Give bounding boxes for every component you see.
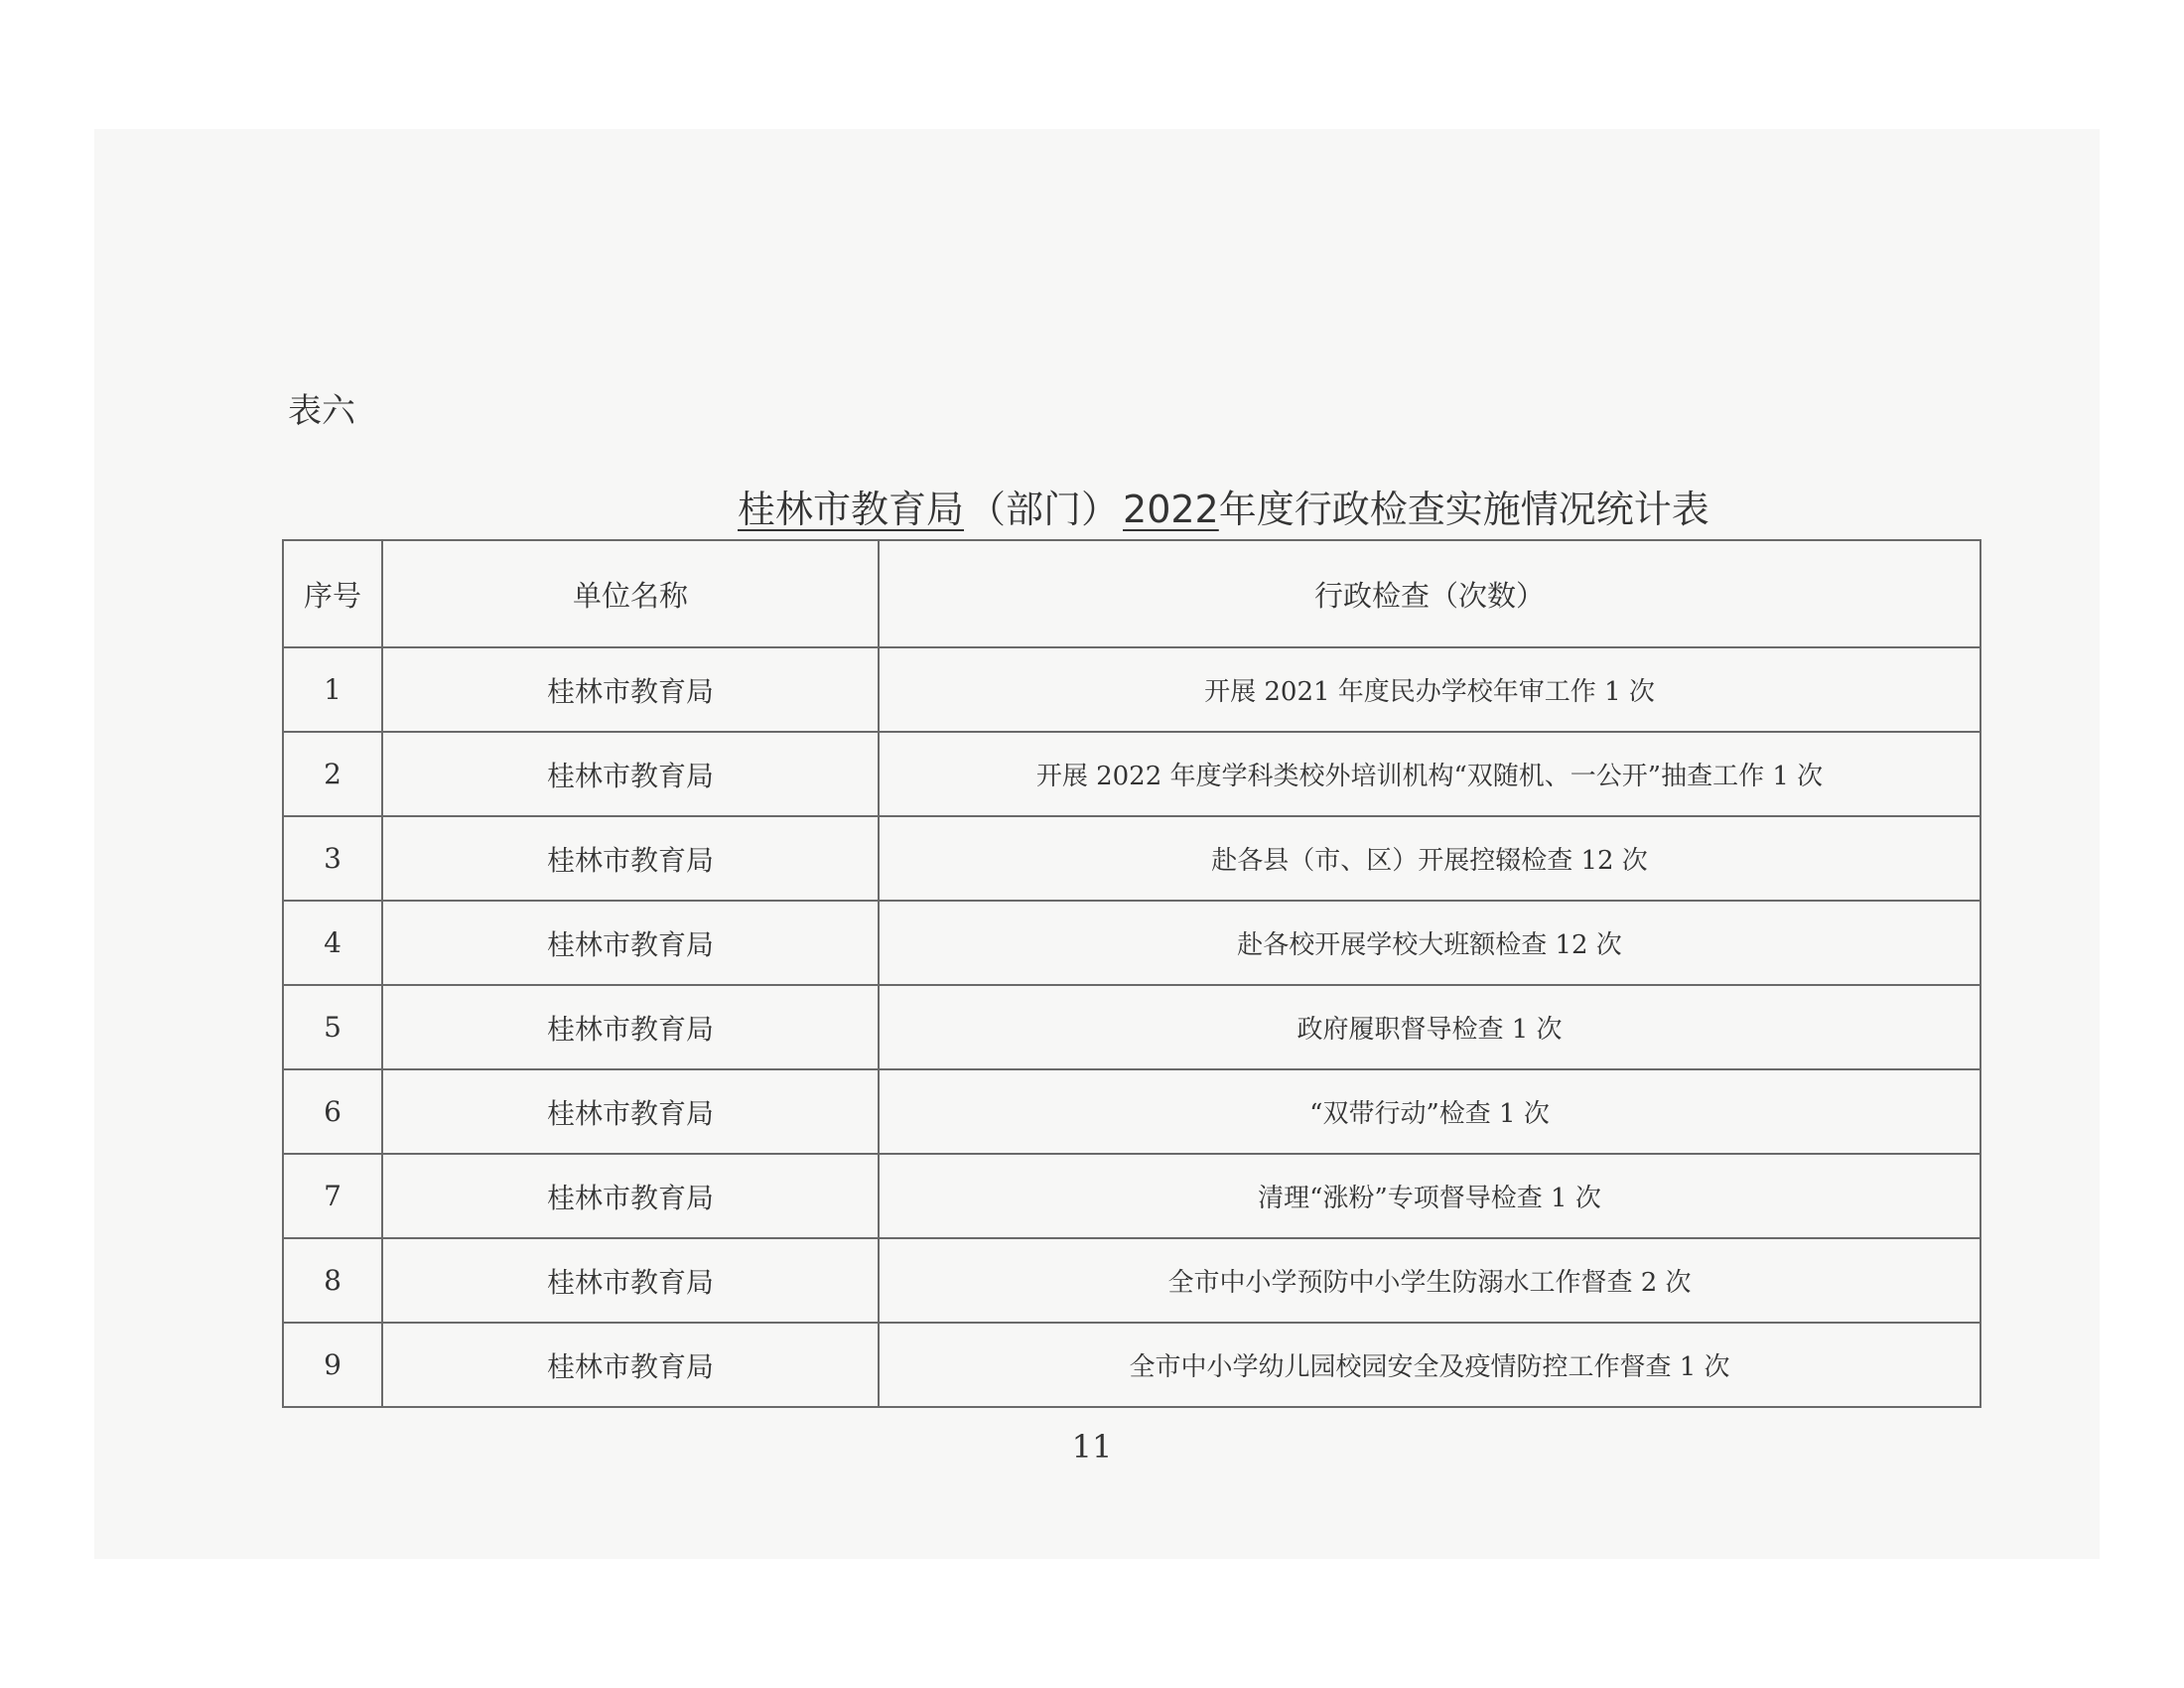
row-unit-name: 桂林市教育局 bbox=[382, 901, 879, 985]
table-row bbox=[283, 647, 1980, 732]
title-year: 2022 bbox=[1123, 488, 1219, 531]
table-row bbox=[283, 1323, 1980, 1407]
row-inspection: 赴各校开展学校大班额检查 12 次 bbox=[879, 901, 1980, 985]
row-index: 6 bbox=[283, 1069, 382, 1154]
header-index: 序号 bbox=[283, 540, 382, 647]
document-title bbox=[738, 479, 1709, 533]
title-rest: 年度行政检查实施情况统计表 bbox=[1218, 488, 1709, 531]
row-unit-name: 桂林市教育局 bbox=[382, 1069, 879, 1154]
row-inspection: 全市中小学幼儿园校园安全及疫情防控工作督查 1 次 bbox=[879, 1323, 1980, 1407]
row-index: 3 bbox=[283, 816, 382, 901]
table-row bbox=[283, 1154, 1980, 1238]
row-unit-name: 桂林市教育局 bbox=[382, 1323, 879, 1407]
table-row bbox=[283, 1069, 1980, 1154]
row-unit-name: 桂林市教育局 bbox=[382, 816, 879, 901]
row-inspection: “双带行动”检查 1 次 bbox=[879, 1069, 1980, 1154]
title-unit: 桂林市教育局 bbox=[738, 488, 965, 531]
table-row bbox=[283, 985, 1980, 1069]
row-inspection: 开展 2021 年度民办学校年审工作 1 次 bbox=[879, 647, 1980, 732]
row-inspection: 清理“涨粉”专项督导检查 1 次 bbox=[879, 1154, 1980, 1238]
row-inspection: 赴各县（市、区）开展控辍检查 12 次 bbox=[879, 816, 1980, 901]
row-unit-name: 桂林市教育局 bbox=[382, 1238, 879, 1323]
table-label: 表六 bbox=[288, 391, 355, 431]
row-inspection: 开展 2022 年度学科类校外培训机构“双随机、一公开”抽查工作 1 次 bbox=[879, 732, 1980, 816]
row-unit-name: 桂林市教育局 bbox=[382, 732, 879, 816]
row-unit-name: 桂林市教育局 bbox=[382, 647, 879, 732]
table-row bbox=[283, 1238, 1980, 1323]
row-index: 5 bbox=[283, 985, 382, 1069]
table-row bbox=[283, 816, 1980, 901]
table-row bbox=[283, 732, 1980, 816]
table-row bbox=[283, 901, 1980, 985]
row-index: 4 bbox=[283, 901, 382, 985]
header-inspection-count: 行政检查（次数） bbox=[879, 540, 1980, 647]
row-index: 9 bbox=[283, 1323, 382, 1407]
row-inspection: 政府履职督导检查 1 次 bbox=[879, 985, 1980, 1069]
row-index: 7 bbox=[283, 1154, 382, 1238]
table-header-row bbox=[283, 540, 1980, 647]
row-index: 2 bbox=[283, 732, 382, 816]
inspection-stats-table bbox=[282, 539, 1981, 1408]
row-index: 1 bbox=[283, 647, 382, 732]
header-unit-name: 单位名称 bbox=[382, 540, 879, 647]
row-unit-name: 桂林市教育局 bbox=[382, 985, 879, 1069]
page-number: 11 bbox=[1071, 1428, 1113, 1466]
row-index: 8 bbox=[283, 1238, 382, 1323]
row-inspection: 全市中小学预防中小学生防溺水工作督查 2 次 bbox=[879, 1238, 1980, 1323]
row-unit-name: 桂林市教育局 bbox=[382, 1154, 879, 1238]
title-dept: （部门） bbox=[968, 488, 1120, 531]
